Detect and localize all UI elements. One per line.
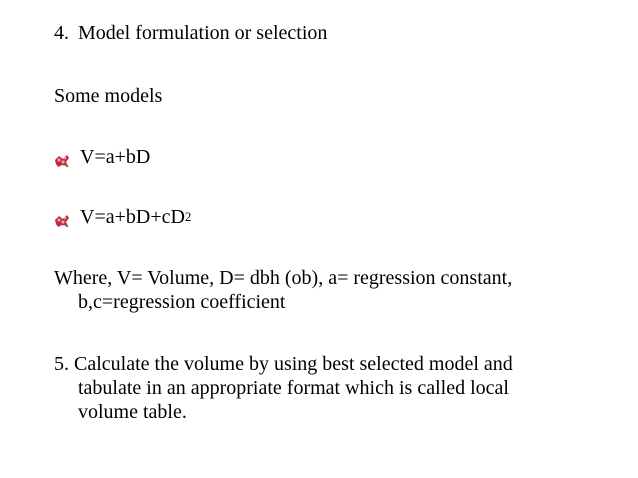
bullet-item: V=a+bD+cD 2 <box>54 205 191 229</box>
section-heading <box>54 21 327 45</box>
step-line: volume table. <box>78 401 187 423</box>
where-line: b,c=regression coefficient <box>78 291 286 313</box>
where-line: Where, V= Volume, D= dbh (ob), a= regression constant, <box>54 267 513 289</box>
intro-text: Some models <box>54 85 163 107</box>
step-five <box>54 352 614 424</box>
heading-text: Model formulation or selection <box>78 22 328 44</box>
where-definition <box>54 266 614 314</box>
flower-bullet-icon <box>54 210 70 224</box>
bullet-text: V=a+bD+cD <box>80 206 185 228</box>
heading-number: 4. <box>54 22 69 44</box>
bullet-text: V=a+bD <box>80 146 151 168</box>
step-line: tabulate in an appropriate format which is called local <box>78 377 509 399</box>
step-line: 5. Calculate the volume by using best selected model and <box>54 353 513 375</box>
flower-bullet-icon <box>54 150 70 164</box>
bullet-item <box>54 145 150 169</box>
